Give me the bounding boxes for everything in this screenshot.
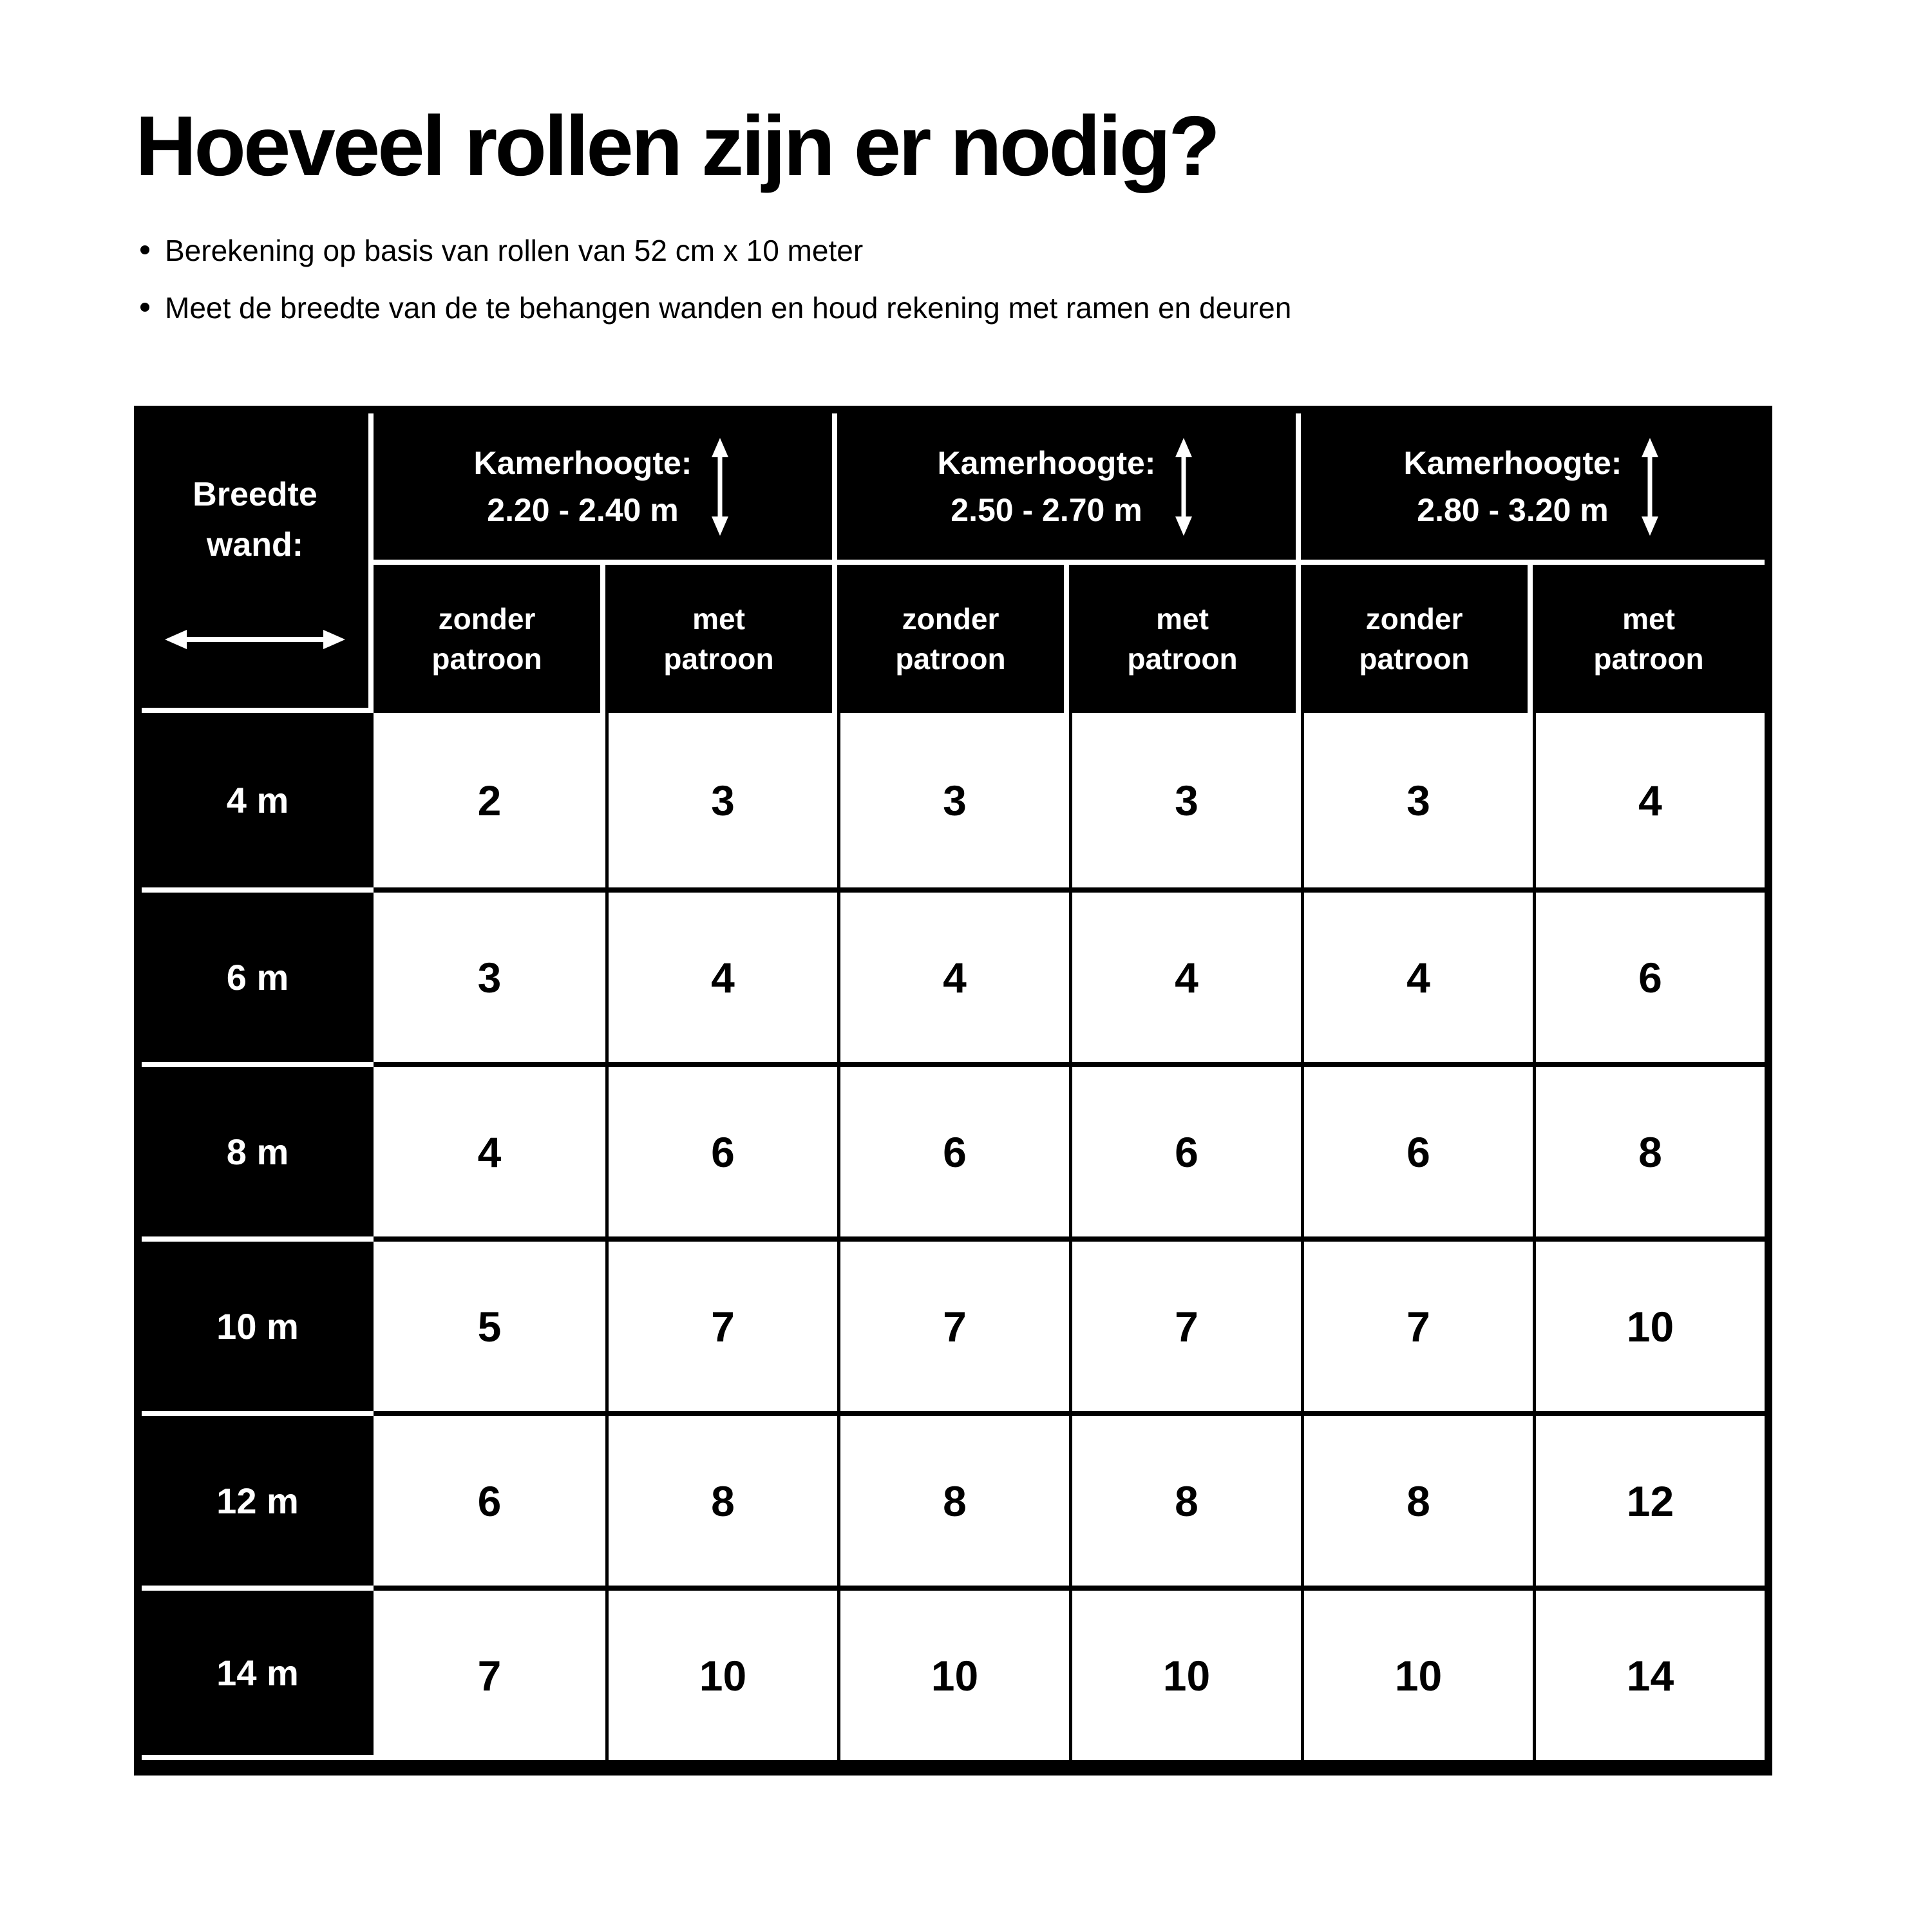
corner-header-breedte-wand (142, 413, 374, 713)
roll-count-cell: 3 (1301, 713, 1533, 887)
kamerhoogte-range: 2.20 - 2.40 m (487, 491, 679, 528)
roll-count-cell: 12 (1533, 1411, 1765, 1586)
roll-count-cell: 7 (1301, 1236, 1533, 1411)
roll-count-cell: 7 (1069, 1236, 1301, 1411)
subheader-met-patroon: met patroon (1069, 565, 1301, 713)
roll-count-cell: 3 (605, 713, 837, 887)
roll-count-cell: 10 (1301, 1586, 1533, 1760)
roll-count-cell: 4 (605, 887, 837, 1062)
roll-count-cell: 6 (605, 1062, 837, 1236)
roll-count-cell: 3 (374, 887, 605, 1062)
row-label-4m: 4 m (142, 713, 374, 887)
kamerhoogte-range: 2.50 - 2.70 m (951, 491, 1142, 528)
roll-count-cell: 4 (1301, 887, 1533, 1062)
vertical-double-arrow-icon (1172, 438, 1195, 536)
roll-count-cell: 6 (1069, 1062, 1301, 1236)
roll-count-cell: 7 (837, 1236, 1069, 1411)
kamerhoogte-range: 2.80 - 3.20 m (1417, 491, 1609, 528)
subheader-zonder-patroon: zonder patroon (374, 565, 605, 713)
roll-count-cell: 10 (605, 1586, 837, 1760)
roll-count-cell: 3 (1069, 713, 1301, 887)
row-label-10m: 10 m (142, 1236, 374, 1411)
kamerhoogte-label: Kamerhoogte: (937, 445, 1156, 481)
row-label-14m: 14 m (142, 1586, 374, 1760)
group-header-kamerhoogte-280-320 (1301, 413, 1765, 565)
roll-count-cell: 2 (374, 713, 605, 887)
table-grid (142, 413, 1765, 1760)
roll-count-cell: 7 (605, 1236, 837, 1411)
roll-count-cell: 14 (1533, 1586, 1765, 1760)
roll-count-cell: 8 (1069, 1411, 1301, 1586)
vertical-double-arrow-icon (708, 438, 732, 536)
roll-count-cell: 5 (374, 1236, 605, 1411)
page-title: Hoeveel rollen zijn er nodig? (135, 99, 1218, 193)
roll-count-cell: 10 (1069, 1586, 1301, 1760)
subheader-zonder-patroon: zonder patroon (1301, 565, 1533, 713)
roll-count-cell: 6 (837, 1062, 1069, 1236)
row-label-12m: 12 m (142, 1411, 374, 1586)
bullet-text: Berekening op basis van rollen van 52 cm x 10 meter (165, 234, 864, 267)
vertical-double-arrow-icon (1638, 438, 1662, 536)
roll-count-cell: 6 (374, 1411, 605, 1586)
group-header-kamerhoogte-220-240 (374, 413, 837, 565)
roll-count-cell: 4 (1533, 713, 1765, 887)
subheader-met-patroon: met patroon (1533, 565, 1765, 713)
horizontal-double-arrow-icon (165, 627, 345, 652)
bullet-list (140, 233, 1291, 348)
subheader-zonder-patroon: zonder patroon (837, 565, 1069, 713)
roll-count-cell: 4 (374, 1062, 605, 1236)
roll-count-cell: 3 (837, 713, 1069, 887)
bullet-text: Meet de breedte van de te behangen wanden en houd rekening met ramen en deuren (165, 291, 1292, 325)
bullet-icon (140, 245, 149, 254)
roll-count-cell: 7 (374, 1586, 605, 1760)
rolls-needed-table (134, 406, 1772, 1776)
bullet-icon (140, 303, 149, 312)
subheader-met-patroon: met patroon (605, 565, 837, 713)
roll-count-cell: 8 (837, 1411, 1069, 1586)
roll-count-cell: 4 (1069, 887, 1301, 1062)
bullet-item (140, 290, 1291, 326)
row-label-6m: 6 m (142, 887, 374, 1062)
kamerhoogte-label: Kamerhoogte: (1403, 445, 1622, 481)
roll-count-cell: 8 (1533, 1062, 1765, 1236)
group-header-kamerhoogte-250-270 (837, 413, 1301, 565)
row-label-8m: 8 m (142, 1062, 374, 1236)
roll-count-cell: 8 (605, 1411, 837, 1586)
roll-count-cell: 6 (1301, 1062, 1533, 1236)
bullet-item (140, 233, 1291, 269)
breedte-wand-label: Breedte wand: (193, 475, 317, 564)
roll-count-cell: 6 (1533, 887, 1765, 1062)
roll-count-cell: 8 (1301, 1411, 1533, 1586)
roll-count-cell: 10 (837, 1586, 1069, 1760)
roll-count-cell: 4 (837, 887, 1069, 1062)
kamerhoogte-label: Kamerhoogte: (473, 445, 692, 481)
roll-count-cell: 10 (1533, 1236, 1765, 1411)
